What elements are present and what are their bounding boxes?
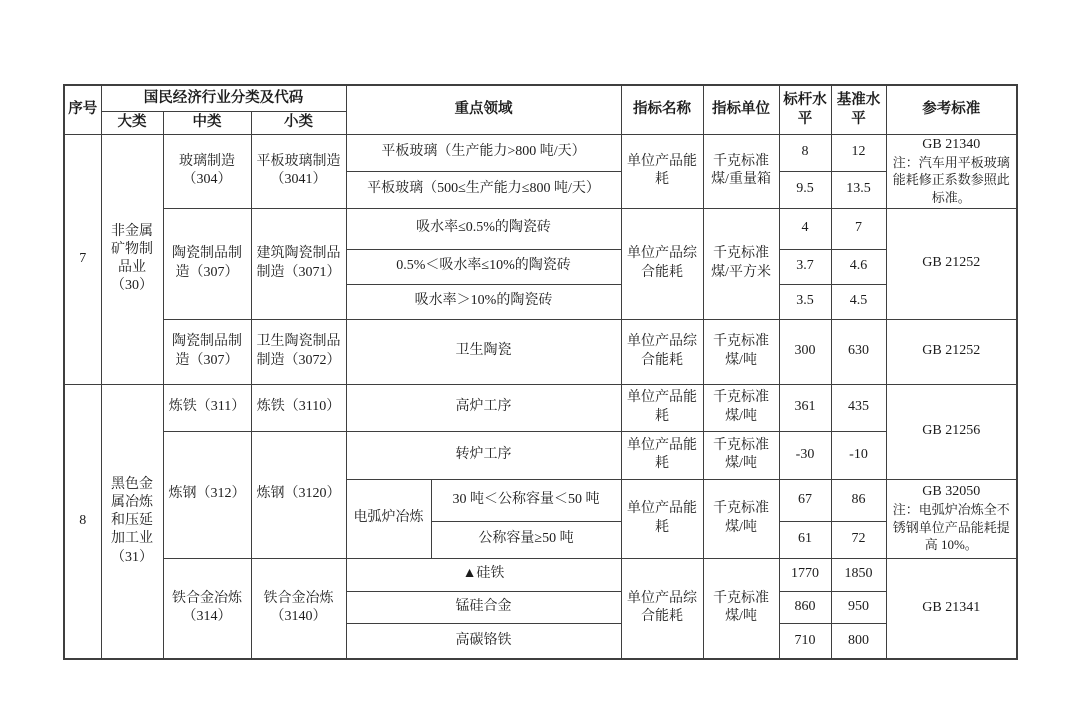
- header-major-class: 大类: [101, 111, 163, 134]
- reference-code: GB 21256: [922, 423, 981, 439]
- cell-benchmark: 9.5: [779, 171, 831, 208]
- header-industry-class: 国民经济行业分类及代码: [101, 85, 346, 111]
- cell-area: 高炉工序: [346, 384, 621, 431]
- cell-seq: 8: [64, 384, 101, 659]
- cell-baseline: 7: [831, 208, 886, 249]
- cell-middle: 陶瓷制品制造（307）: [163, 208, 251, 319]
- cell-indicator-unit: 千克标准煤/吨: [703, 479, 779, 558]
- cell-indicator-name: 单位产品能耗: [621, 479, 703, 558]
- cell-major: 非金属矿物制品业（30）: [101, 134, 163, 384]
- cell-indicator-unit: 千克标准煤/吨: [703, 558, 779, 659]
- cell-indicator-unit: 千克标准煤/平方米: [703, 208, 779, 319]
- cell-middle: 玻璃制造（304）: [163, 134, 251, 208]
- cell-minor: 卫生陶瓷制品制造（3072）: [251, 319, 346, 384]
- header-reference-standard: 参考标准: [886, 85, 1017, 134]
- cell-indicator-unit: 千克标准煤/吨: [703, 319, 779, 384]
- header-indicator-name: 指标名称: [621, 85, 703, 134]
- cell-middle: 铁合金冶炼（314）: [163, 558, 251, 659]
- cell-area: 锰硅合金: [346, 591, 621, 623]
- cell-area: 吸水率≤0.5%的陶瓷砖: [346, 208, 621, 249]
- cell-minor: 建筑陶瓷制品制造（3071）: [251, 208, 346, 319]
- reference-code: GB 21252: [922, 343, 981, 359]
- cell-benchmark: 3.5: [779, 284, 831, 319]
- cell-indicator-name: 单位产品能耗: [621, 134, 703, 208]
- cell-baseline: 86: [831, 479, 886, 521]
- cell-major: 黑色金属冶炼和压延加工业（31）: [101, 384, 163, 659]
- cell-indicator-name: 单位产品综合能耗: [621, 558, 703, 659]
- cell-benchmark: -30: [779, 431, 831, 479]
- cell-baseline: 4.6: [831, 249, 886, 284]
- cell-indicator-unit: 千克标准煤/重量箱: [703, 134, 779, 208]
- cell-indicator-name: 单位产品综合能耗: [621, 319, 703, 384]
- cell-area: 平板玻璃（生产能力>800 吨/天）: [346, 134, 621, 171]
- cell-baseline: 12: [831, 134, 886, 171]
- cell-benchmark: 3.7: [779, 249, 831, 284]
- cell-area: ▲硅铁: [346, 558, 621, 591]
- cell-benchmark: 860: [779, 591, 831, 623]
- cell-baseline: 72: [831, 521, 886, 558]
- cell-baseline: 4.5: [831, 284, 886, 319]
- cell-baseline: 800: [831, 623, 886, 659]
- cell-benchmark: 300: [779, 319, 831, 384]
- cell-benchmark: 1770: [779, 558, 831, 591]
- cell-middle: 炼铁（311）: [163, 384, 251, 431]
- cell-baseline: 435: [831, 384, 886, 431]
- cell-seq: 7: [64, 134, 101, 384]
- header-key-area: 重点领域: [346, 85, 621, 134]
- cell-middle: 炼钢（312）: [163, 431, 251, 558]
- cell-minor: 平板玻璃制造（3041）: [251, 134, 346, 208]
- reference-code: GB 21252: [922, 255, 981, 271]
- reference-code: GB 21340: [922, 136, 981, 152]
- cell-benchmark: 361: [779, 384, 831, 431]
- cell-reference: [886, 208, 1017, 319]
- cell-reference: [886, 558, 1017, 659]
- cell-middle: 陶瓷制品制造（307）: [163, 319, 251, 384]
- cell-indicator-name: 单位产品能耗: [621, 431, 703, 479]
- header-middle-class: 中类: [163, 111, 251, 134]
- cell-baseline: 13.5: [831, 171, 886, 208]
- header-baseline-level: 基准水平: [831, 85, 886, 134]
- cell-baseline: 1850: [831, 558, 886, 591]
- cell-area: 高碳铬铁: [346, 623, 621, 659]
- header-seq: 序号: [64, 85, 101, 134]
- reference-code: GB 32050: [922, 484, 981, 500]
- cell-benchmark: 710: [779, 623, 831, 659]
- cell-reference: [886, 319, 1017, 384]
- header-minor-class: 小类: [251, 111, 346, 134]
- header-indicator-unit: 指标单位: [703, 85, 779, 134]
- header-benchmark-level: 标杆水平: [779, 85, 831, 134]
- energy-benchmark-table: [63, 84, 1018, 660]
- cell-indicator-unit: 千克标准煤/吨: [703, 384, 779, 431]
- cell-benchmark: 4: [779, 208, 831, 249]
- reference-note: 注：汽车用平板玻璃能耗修正系数参照此标准。: [892, 154, 1010, 205]
- cell-benchmark: 8: [779, 134, 831, 171]
- cell-benchmark: 67: [779, 479, 831, 521]
- cell-area-eaf-label: 电弧炉冶炼: [346, 479, 431, 558]
- cell-indicator-name: 单位产品综合能耗: [621, 208, 703, 319]
- cell-minor: 铁合金冶炼（3140）: [251, 558, 346, 659]
- cell-area: 吸水率＞10%的陶瓷砖: [346, 284, 621, 319]
- cell-area: 0.5%＜吸水率≤10%的陶瓷砖: [346, 249, 621, 284]
- cell-benchmark: 61: [779, 521, 831, 558]
- cell-indicator-unit: 千克标准煤/吨: [703, 431, 779, 479]
- cell-reference: [886, 134, 1017, 208]
- cell-area: 卫生陶瓷: [346, 319, 621, 384]
- cell-baseline: 950: [831, 591, 886, 623]
- reference-code: GB 21341: [922, 600, 981, 616]
- cell-baseline: -10: [831, 431, 886, 479]
- cell-indicator-name: 单位产品能耗: [621, 384, 703, 431]
- cell-baseline: 630: [831, 319, 886, 384]
- cell-area: 平板玻璃（500≤生产能力≤800 吨/天）: [346, 171, 621, 208]
- cell-minor: 炼铁（3110）: [251, 384, 346, 431]
- cell-reference: [886, 384, 1017, 479]
- reference-note: 注：电弧炉冶炼全不锈钢单位产品能耗提高 10%。: [892, 502, 1010, 553]
- cell-area-sub: 30 吨＜公称容量＜50 吨: [431, 479, 621, 521]
- cell-reference: [886, 479, 1017, 558]
- cell-minor: 炼钢（3120）: [251, 431, 346, 558]
- cell-area: 转炉工序: [346, 431, 621, 479]
- cell-area-sub: 公称容量≥50 吨: [431, 521, 621, 558]
